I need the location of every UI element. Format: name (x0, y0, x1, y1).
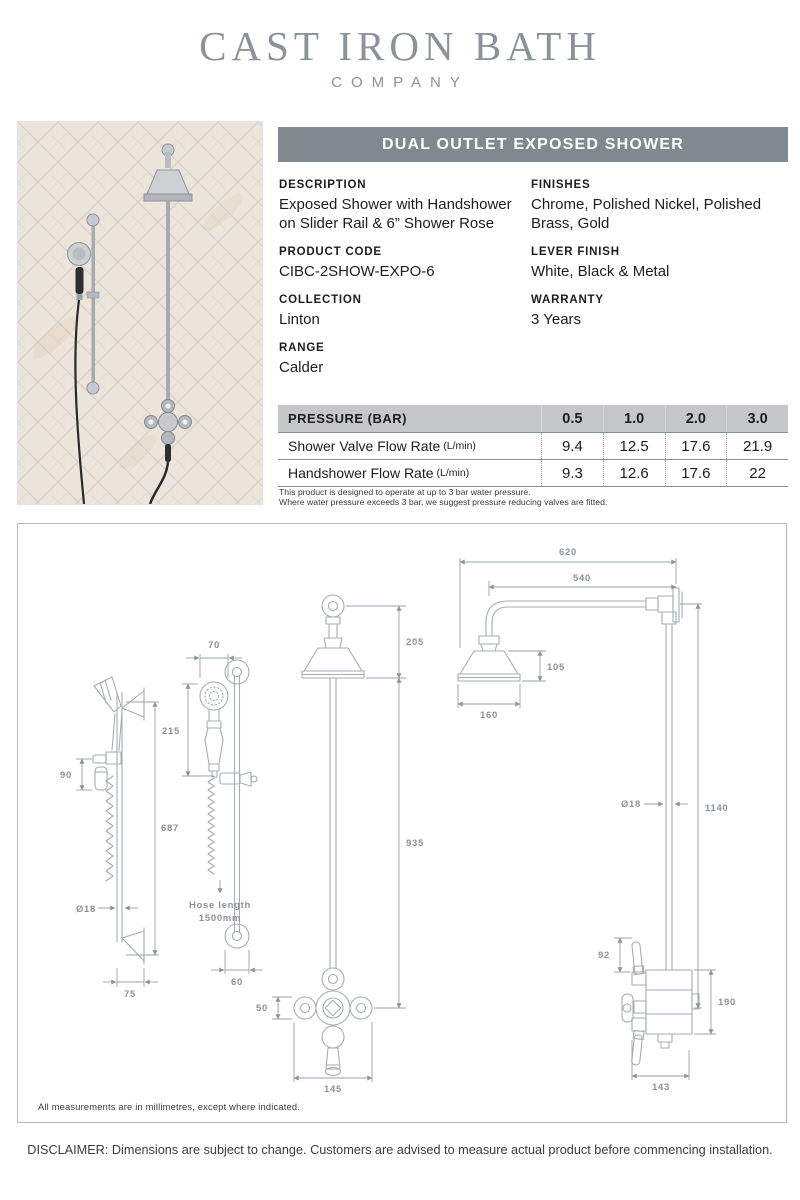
details-column-left (279, 179, 521, 390)
dim-handset-length: 215 (162, 726, 180, 737)
detail-value: Linton (279, 311, 320, 329)
dim-pipe-drop: 1140 (705, 803, 729, 814)
dim-rose-height: 105 (547, 662, 565, 673)
drawing-rail-front-view (162, 640, 263, 988)
drawing-shower-front-view (256, 595, 424, 1095)
pressure-table-header (278, 405, 788, 432)
dim-rail-lever: 90 (60, 770, 72, 781)
product-title: DUAL OUTLET EXPOSED SHOWER (381, 136, 685, 153)
dim-valve-port: 50 (256, 1003, 268, 1014)
technical-drawing-panel (17, 523, 787, 1123)
dim-rose-drop: 205 (406, 637, 424, 648)
dim-arm-length: 540 (573, 573, 591, 584)
detail-description (279, 179, 521, 233)
detail-value: Calder (279, 359, 324, 377)
details-column-right (531, 179, 788, 342)
dim-rail-diameter: Ø18 (75, 904, 96, 915)
row-unit: (L/min) (436, 467, 470, 479)
detail-label: COLLECTION (279, 294, 362, 307)
detail-value: Exposed Shower with Handshower on Slider Rail & 6” Shower Rose (279, 196, 512, 233)
flow-value: 9.4 (541, 433, 603, 459)
pressure-column-0.5: 0.5 (541, 405, 603, 432)
product-title-bar (278, 127, 788, 162)
row-label (278, 433, 541, 459)
table-row-handshower (278, 459, 788, 486)
pressure-column-1.0: 1.0 (603, 405, 665, 432)
product-photo (17, 121, 263, 505)
technical-drawing (18, 524, 786, 1122)
detail-collection (279, 294, 521, 329)
dim-hose-label-2: 1500mm (198, 913, 242, 924)
dim-head-width: 70 (208, 640, 220, 651)
detail-label: WARRANTY (531, 294, 604, 307)
detail-label: FINISHES (531, 179, 591, 191)
dim-valve-width: 145 (324, 1084, 342, 1095)
detail-range (279, 342, 521, 377)
detail-value: White, Black & Metal (531, 263, 670, 281)
measurements-note: All measurements are in millimetres, except where indicated. (38, 1102, 301, 1112)
flow-value: 21.9 (726, 433, 788, 459)
dim-valve-depth: 143 (652, 1082, 670, 1093)
disclaimer-text: DISCLAIMER: Dimensions are subject to change. Customers are advised to measure actual product before commencing installation. (27, 1143, 773, 1157)
pressure-table (278, 405, 788, 487)
detail-value: 3 Years (531, 311, 582, 329)
detail-label: LEVER FINISH (531, 246, 620, 259)
dim-lever-length: 92 (598, 950, 610, 961)
dim-bracket-width: 60 (231, 977, 243, 988)
pressure-column-3.0: 3.0 (726, 405, 788, 432)
flow-value: 9.3 (541, 460, 603, 486)
detail-warranty (531, 294, 788, 329)
pressure-header-label: PRESSURE (BAR) (288, 411, 407, 426)
dim-pipe-diameter: Ø18 (620, 799, 641, 810)
row-label-text: Handshower Flow Rate (288, 465, 434, 481)
flow-value: 12.6 (603, 460, 665, 486)
brand-logo (0, 24, 800, 91)
pressure-column-2.0: 2.0 (665, 405, 727, 432)
flow-value: 22 (726, 460, 788, 486)
detail-product-code (279, 246, 521, 281)
detail-finishes (531, 179, 788, 233)
dim-valve-height: 190 (718, 997, 736, 1008)
flow-value: 17.6 (665, 433, 727, 459)
brand-name: CAST IRON BATH (199, 23, 601, 69)
detail-label: RANGE (279, 342, 325, 355)
row-unit: (L/min) (443, 440, 476, 452)
detail-value: Chrome, Polished Nickel, Polished Brass, Gold (531, 196, 762, 233)
pressure-footnotes (279, 487, 607, 508)
detail-label: DESCRIPTION (279, 179, 367, 191)
dim-rail-depth: 75 (124, 989, 136, 1000)
flow-value: 17.6 (665, 460, 727, 486)
detail-lever-finish (531, 246, 788, 281)
flow-value: 12.5 (603, 433, 665, 459)
dim-rose-width: 160 (480, 710, 498, 721)
table-row-shower-valve (278, 432, 788, 459)
footnote-line-1: This product is designed to operate at up to 3 bar water pressure. (279, 487, 531, 497)
dim-hose-label-1: Hose length (188, 900, 252, 911)
detail-label: PRODUCT CODE (279, 246, 382, 259)
product-photo-illustration (18, 122, 262, 504)
row-label (278, 460, 541, 486)
brand-subtitle: COMPANY (331, 74, 469, 92)
detail-value: CIBC-2SHOW-EXPO-6 (279, 263, 435, 281)
dim-rail-length: 687 (161, 823, 179, 834)
dim-overall-width: 620 (559, 547, 577, 558)
drawing-shower-side-view (458, 547, 736, 1093)
row-label-text: Shower Valve Flow Rate (288, 438, 441, 454)
footnote-line-2: Where water pressure exceeds 3 bar, we suggest pressure reducing valves are fitted. (279, 497, 608, 508)
dim-pipe-length: 935 (406, 838, 424, 849)
